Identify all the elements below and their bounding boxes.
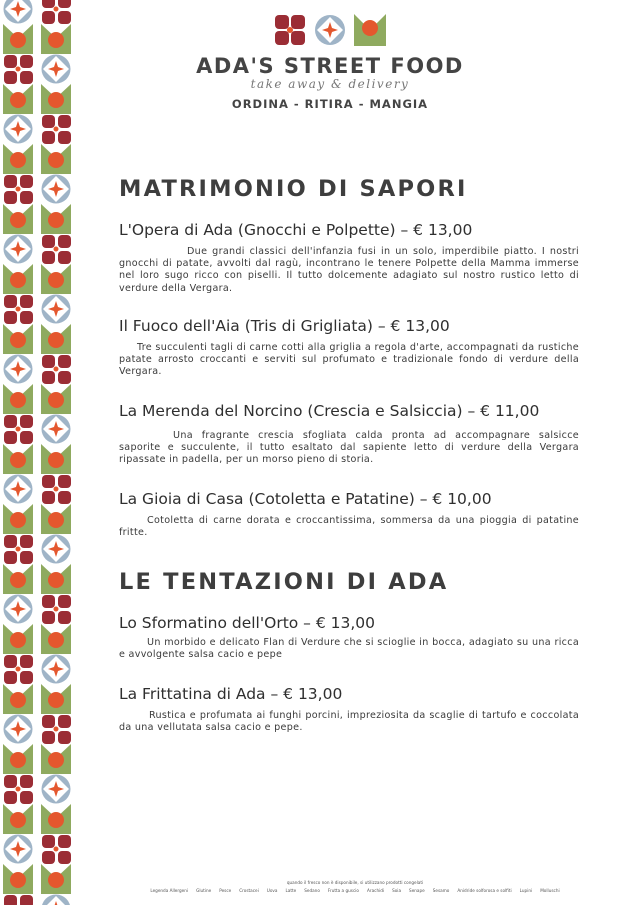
- pattern-tile: [42, 55, 71, 84]
- dish-description: Cotoletta di carne dorata e croccantissima, sommersa da una pioggia di patatine fritte.: [119, 515, 579, 539]
- allergen-item: Uova: [266, 888, 278, 893]
- logo: [160, 14, 500, 48]
- pattern-tile: [3, 804, 33, 834]
- orange-dot-tile-icon: [354, 14, 386, 46]
- dish-description: Tre succulenti tagli di carne cotti alla griglia a regola d'arte, accompagnati da rustiche patate arrosto croccanti e serviti sul profumato e tradizionale fondo di verdure della Vergara.: [119, 342, 579, 378]
- pattern-tile: [4, 295, 33, 324]
- allergen-item: Pesce: [219, 888, 232, 893]
- section-title: LE TENTAZIONI DI ADA: [119, 569, 449, 595]
- allergen-label: Legenda Allergeni: [150, 888, 189, 893]
- dish-description: Una fragrante crescia sfogliata calda pronta ad accompagnare salsicce saporite e succulente, il tutto esaltato dal sapiente letto di verdure della Vergara ripassate in padella, per un morso pieno di storia.: [119, 430, 579, 466]
- pattern-tile: [4, 775, 33, 804]
- brand-tagline: take away & delivery: [250, 77, 410, 91]
- allergen-item: Crostacei: [239, 888, 259, 893]
- pattern-tile: [4, 175, 33, 204]
- pattern-tile: [42, 295, 71, 324]
- footer-note: quando il fresco non è disponibile, si utilizzano prodotti congelati: [286, 880, 424, 885]
- allergen-legend: [140, 888, 570, 893]
- allergen-item: Frutta a guscio: [327, 888, 359, 893]
- pattern-tile: [4, 235, 33, 264]
- pattern-tile: [3, 564, 33, 594]
- pattern-tile: [4, 475, 33, 504]
- allergen-item: Anidride solforosa e solfiti: [457, 888, 512, 893]
- dish-title: La Gioia di Casa (Cotoletta e Patatine) – € 10,00: [119, 490, 492, 508]
- pattern-tile: [41, 564, 71, 594]
- pattern-tile: [41, 264, 71, 294]
- pattern-tile: [42, 0, 71, 24]
- pattern-tile: [4, 535, 33, 564]
- allergen-item: Soia: [392, 888, 402, 893]
- pattern-tile: [41, 684, 71, 714]
- dish-title: La Merenda del Norcino (Crescia e Salsiccia) – € 11,00: [119, 402, 540, 420]
- pattern-tile: [3, 24, 33, 54]
- pattern-tile: [41, 24, 71, 54]
- pattern-tile: [4, 115, 33, 144]
- pattern-tile: [4, 655, 33, 684]
- tile-pattern-graphic: [0, 0, 78, 905]
- pattern-tile: [41, 504, 71, 534]
- brand-name: ADA'S STREET FOOD: [196, 54, 464, 78]
- pattern-tile: [42, 835, 71, 864]
- pattern-tile: [42, 595, 71, 624]
- pattern-tile: [42, 535, 71, 564]
- pattern-tile: [42, 475, 71, 504]
- dish-title: Il Fuoco dell'Aia (Tris di Grigliata) – € 13,00: [119, 317, 450, 335]
- pattern-tile: [42, 235, 71, 264]
- brand-slogan: ORDINA - RITIRA - MANGIA: [231, 97, 429, 111]
- pattern-tile: [3, 264, 33, 294]
- pattern-tile: [4, 715, 33, 744]
- pattern-tile: [3, 744, 33, 774]
- pattern-tile: [41, 384, 71, 414]
- pattern-tile: [41, 804, 71, 834]
- pattern-tile: [4, 55, 33, 84]
- pattern-tile: [41, 144, 71, 174]
- allergen-item: Molluschi: [540, 888, 560, 893]
- pattern-tile: [3, 324, 33, 354]
- pattern-tile: [42, 355, 71, 384]
- decorative-tile-border: [0, 0, 78, 905]
- pattern-tile: [42, 715, 71, 744]
- pattern-tile: [41, 864, 71, 894]
- pattern-tile: [42, 775, 71, 804]
- pattern-tile: [3, 684, 33, 714]
- pattern-tile: [41, 84, 71, 114]
- pattern-tile: [42, 655, 71, 684]
- section-title: MATRIMONIO DI SAPORI: [119, 176, 468, 202]
- pattern-tile: [41, 204, 71, 234]
- pattern-tile: [42, 895, 71, 905]
- pattern-tile: [42, 115, 71, 144]
- pattern-tile: [3, 384, 33, 414]
- pattern-tile: [4, 355, 33, 384]
- pattern-tile: [3, 864, 33, 894]
- footer: [140, 880, 570, 893]
- dish-title: Lo Sformatino dell'Orto – € 13,00: [119, 614, 376, 632]
- dish-title: L'Opera di Ada (Gnocchi e Polpette) – € 13,00: [119, 221, 473, 239]
- dish-description: Un morbido e delicato Flan di Verdure che si scioglie in bocca, adagiato su una ricca e avvolgente salsa cacio e pepe: [119, 637, 579, 661]
- dish-title: La Frittatina di Ada – € 13,00: [119, 685, 343, 703]
- pattern-tile: [3, 144, 33, 174]
- allergen-item: Arachidi: [366, 888, 385, 893]
- pattern-tile: [4, 895, 33, 905]
- pattern-tile: [4, 835, 33, 864]
- pattern-tile: [3, 504, 33, 534]
- pattern-tile: [3, 624, 33, 654]
- pattern-tile: [4, 0, 33, 24]
- pattern-tile: [3, 444, 33, 474]
- allergen-item: Sesamo: [432, 888, 450, 893]
- allergen-item: Lupini: [519, 888, 533, 893]
- pattern-tile: [3, 204, 33, 234]
- maroon-quad-tile-icon: [274, 14, 306, 46]
- pattern-tile: [41, 324, 71, 354]
- star-diamond-tile-icon: [314, 14, 346, 46]
- pattern-tile: [41, 444, 71, 474]
- dish-description: Rustica e profumata ai funghi porcini, impreziosita da scaglie di tartufo e coccolata da una vellutata salsa cacio e pepe.: [119, 710, 579, 734]
- pattern-tile: [41, 744, 71, 774]
- allergen-item: Latte: [285, 888, 297, 893]
- pattern-tile: [4, 595, 33, 624]
- allergen-item: Glutine: [196, 888, 212, 893]
- pattern-tile: [41, 624, 71, 654]
- pattern-tile: [4, 415, 33, 444]
- allergen-item: Sedano: [304, 888, 320, 893]
- allergen-item: Senape: [409, 888, 425, 893]
- pattern-tile: [3, 84, 33, 114]
- pattern-tile: [42, 175, 71, 204]
- pattern-tile: [42, 415, 71, 444]
- dish-description: Due grandi classici dell'infanzia fusi in un solo, imperdibile piatto. I nostri gnocchi di patate, avvolti dal ragù, incontrano le tenere Polpette della Mamma immerse nel loro sugo ricco con piselli. Il tutto dolcemente adagiato sul nostro rustico letto di verdure della Vergara.: [119, 246, 579, 294]
- header: [160, 14, 500, 111]
